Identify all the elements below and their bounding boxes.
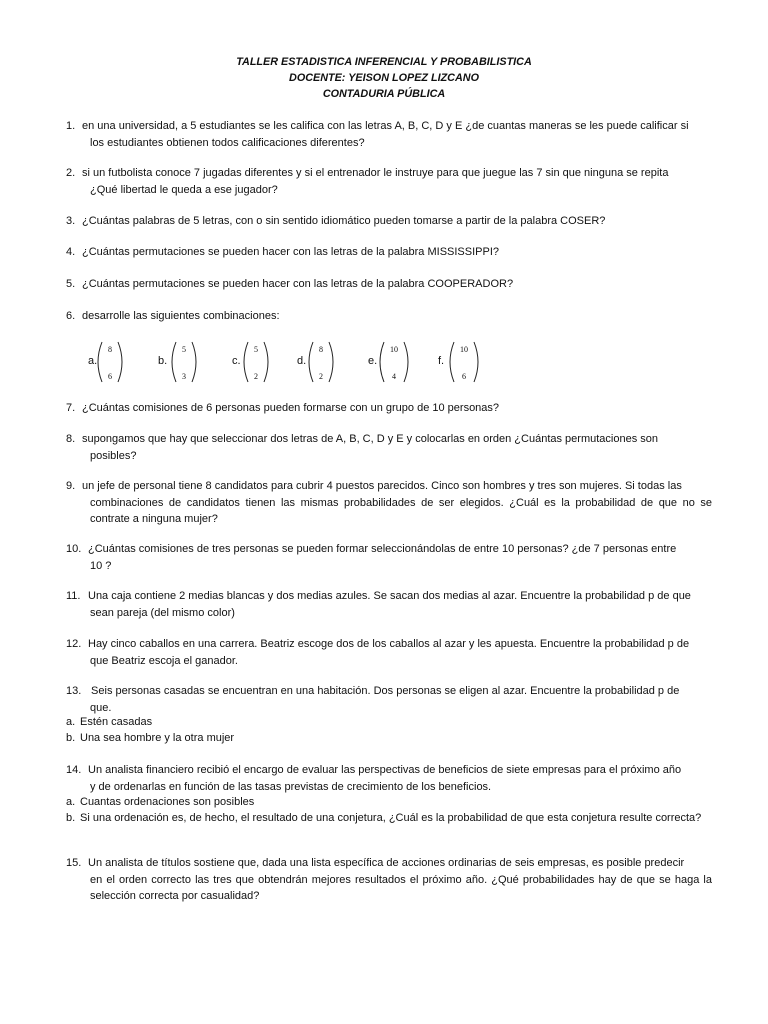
question-6 — [66, 308, 712, 325]
question-12 — [66, 636, 712, 669]
question-number: 14. — [66, 764, 82, 776]
question-13 — [66, 683, 712, 716]
binomial-coefficient — [232, 340, 272, 384]
question-15 — [66, 855, 712, 905]
question-text: ¿Cuántas comisiones de tres personas se pueden formar seleccionándolas de entre 10 personas? ¿de 7 personas entre — [88, 543, 677, 555]
document-title: TALLER ESTADISTICA INFERENCIAL Y PROBABILISTICA — [236, 56, 532, 68]
question-13-sub-b — [66, 730, 234, 747]
combination-label: d. — [297, 355, 307, 367]
sub-text: Estén casadas — [80, 716, 153, 728]
question-9 — [66, 478, 712, 528]
combination-d — [297, 340, 337, 384]
question-number: 6. — [66, 310, 76, 322]
binomial-bottom: 3 — [182, 372, 186, 381]
question-number: 1. — [66, 120, 76, 132]
question-number: 15. — [66, 857, 82, 869]
binomial-coefficient — [88, 340, 128, 384]
question-8 — [66, 431, 712, 464]
question-4 — [66, 244, 712, 261]
document-teacher: DOCENTE: YEISON LOPEZ LIZCANO — [289, 72, 479, 84]
question-text: ¿Cuántas comisiones de 6 personas pueden formarse con un grupo de 10 personas? — [82, 402, 500, 414]
question-text: si un futbolista conoce 7 jugadas diferentes y si el entrenador le instruye para que juegue las 7 sin que ninguna se repita — [82, 167, 669, 179]
question-7 — [66, 400, 712, 417]
question-14-sub-a — [66, 794, 254, 811]
question-number: 9. — [66, 480, 76, 492]
combination-label: b. — [158, 355, 168, 367]
binomial-bottom: 4 — [392, 372, 396, 381]
question-text: ¿Cuántas palabras de 5 letras, con o sin sentido idiomático pueden tomarse a partir de la palabra COSER? — [82, 215, 606, 227]
sub-letter: b. — [66, 732, 76, 744]
question-text: Hay cinco caballos en una carrera. Beatriz escoge dos de los caballos al azar y les apuesta. Encuentre la probabilidad p de — [88, 638, 690, 650]
question-10 — [66, 541, 712, 574]
binomial-top: 8 — [319, 345, 323, 354]
binomial-coefficient — [368, 340, 412, 384]
question-text-cont: 10 ? — [90, 559, 112, 572]
question-text: supongamos que hay que seleccionar dos letras de A, B, C, D y E y colocarlas en orden ¿Cuántas permutaciones son — [82, 433, 658, 445]
question-text-cont: posibles? — [90, 449, 137, 462]
binomial-top: 10 — [460, 345, 468, 354]
question-number: 13. — [66, 685, 82, 697]
question-number: 3. — [66, 215, 76, 227]
question-text: Una caja contiene 2 medias blancas y dos medias azules. Se sacan dos medias al azar. Encuentre la probabilidad p de que — [88, 590, 691, 602]
question-text: en una universidad, a 5 estudiantes se les califica con las letras A, B, C, D y E ¿de cuantas maneras se les puede calificar si — [82, 120, 689, 132]
combination-b — [158, 340, 198, 384]
question-text: desarrolle las siguientes combinaciones: — [82, 310, 280, 322]
question-text-cont: en el orden correcto las tres que obtendrán mejores resultados el próximo año. ¿Qué probabilidades hay de que se haga la selección correcta por casualidad? — [90, 873, 712, 902]
sub-text: Si una ordenación es, de hecho, el resultado de una conjetura, ¿Cuál es la probabilidad de que esta conjetura resulte correcta? — [80, 812, 702, 824]
binomial-top: 5 — [254, 345, 258, 354]
question-number: 5. — [66, 278, 76, 290]
sub-letter: b. — [66, 812, 76, 824]
question-text-cont: que. — [90, 701, 112, 714]
combination-c — [232, 340, 272, 384]
combination-label: f. — [438, 355, 445, 367]
question-text: un jefe de personal tiene 8 candidatos para cubrir 4 puestos parecidos. Cinco son hombres y tres son mujeres. Si todas las — [82, 480, 682, 492]
question-11 — [66, 588, 712, 621]
binomial-bottom: 6 — [108, 372, 112, 381]
binomial-coefficient — [438, 340, 482, 384]
binomial-bottom: 2 — [319, 372, 323, 381]
question-text: ¿Cuántas permutaciones se pueden hacer con las letras de la palabra COOPERADOR? — [82, 278, 514, 290]
question-text: Seis personas casadas se encuentran en una habitación. Dos personas se eligen al azar. Encuentre la probabilidad p de — [88, 685, 680, 697]
question-text: ¿Cuántas permutaciones se pueden hacer con las letras de la palabra MISSISSIPPI? — [82, 246, 500, 258]
question-3 — [66, 213, 712, 230]
question-text: Un analista financiero recibió el encargo de evaluar las perspectivas de beneficios de siete empresas para el próximo año — [88, 764, 682, 776]
question-number: 8. — [66, 433, 76, 445]
sub-text: Una sea hombre y la otra mujer — [80, 732, 235, 744]
question-number: 12. — [66, 638, 82, 650]
question-14-sub-b — [66, 810, 712, 827]
question-number: 11. — [66, 590, 81, 602]
combination-e — [368, 340, 412, 384]
binomial-bottom: 6 — [462, 372, 466, 381]
question-1 — [66, 118, 712, 151]
question-number: 10. — [66, 543, 82, 555]
question-text-cont: los estudiantes obtienen todos calificaciones diferentes? — [90, 136, 365, 149]
question-number: 4. — [66, 246, 76, 258]
question-number: 2. — [66, 167, 76, 179]
question-14 — [66, 762, 712, 795]
combination-a — [88, 340, 128, 384]
question-text-cont: sean pareja (del mismo color) — [90, 606, 235, 619]
binomial-coefficient — [297, 340, 337, 384]
sub-text: Cuantas ordenaciones son posibles — [80, 796, 255, 808]
question-text-cont: ¿Qué libertad le queda a ese jugador? — [90, 183, 278, 196]
sub-letter: a. — [66, 716, 76, 728]
binomial-coefficient — [158, 340, 198, 384]
question-5 — [66, 276, 712, 293]
binomial-bottom: 2 — [254, 372, 258, 381]
question-13-sub-a — [66, 714, 152, 731]
question-text-cont: que Beatriz escoja el ganador. — [90, 654, 238, 667]
document-program: CONTADURIA PÚBLICA — [322, 88, 446, 100]
combination-f — [438, 340, 482, 384]
binomial-top: 5 — [182, 345, 186, 354]
combination-label: e. — [368, 355, 378, 367]
binomial-top: 10 — [390, 345, 398, 354]
question-text-cont: y de ordenarlas en función de las tasas previstas de crecimiento de los beneficios. — [90, 780, 492, 793]
question-text-cont: combinaciones de candidatos tienen las mismas probabilidades de ser elegidos. ¿Cuál es la probabilidad de que no se contrate a ninguna mujer? — [90, 496, 712, 525]
combination-label: c. — [232, 355, 241, 367]
binomial-top: 8 — [108, 345, 112, 354]
sub-letter: a. — [66, 796, 76, 808]
question-2 — [66, 165, 712, 198]
question-text: Un analista de títulos sostiene que, dada una lista específica de acciones ordinarias de seis empresas, es posible predecir — [88, 857, 685, 869]
question-number: 7. — [66, 402, 76, 414]
combination-label: a. — [88, 355, 98, 367]
